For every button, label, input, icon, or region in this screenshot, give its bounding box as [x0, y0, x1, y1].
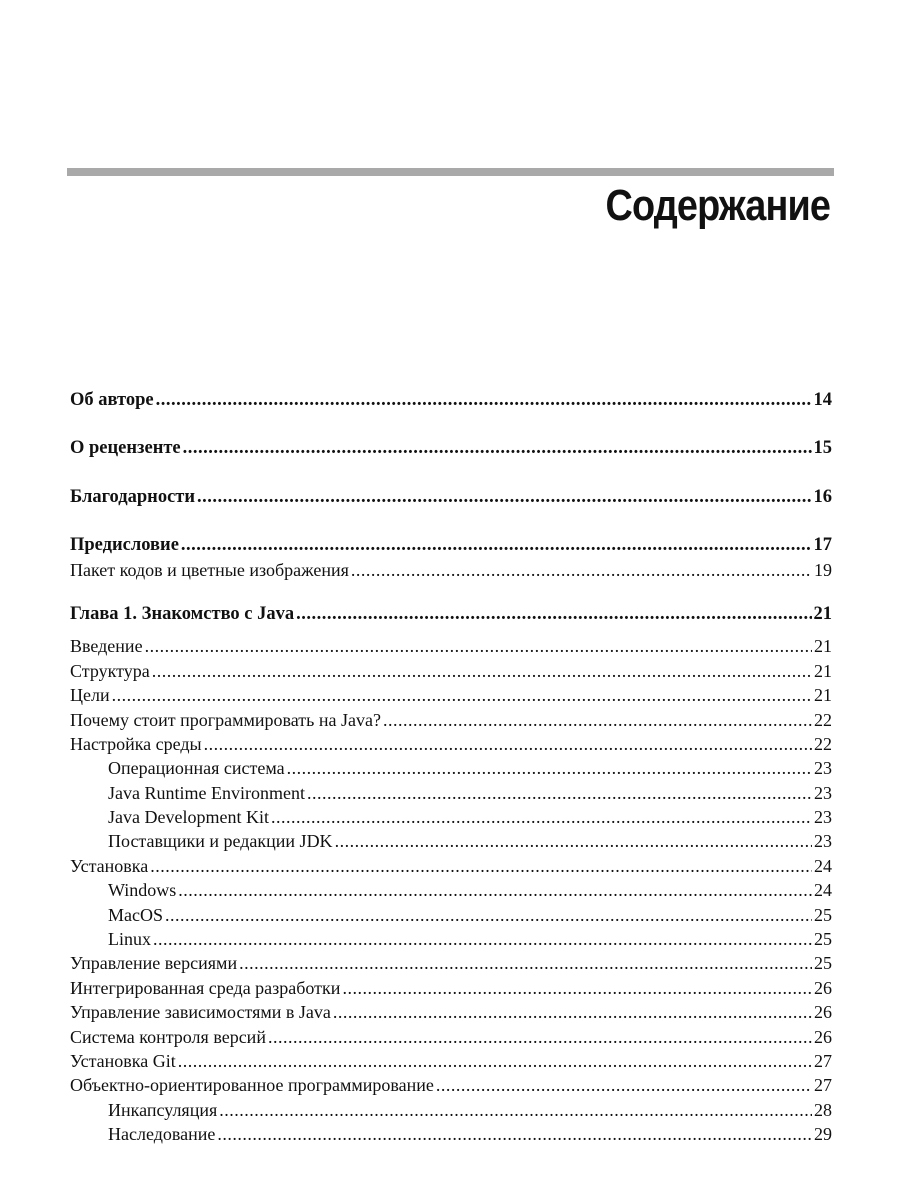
toc-entry-encapsulation[interactable] [70, 1098, 832, 1122]
dot-leader [239, 951, 812, 975]
toc-entry-page: 24 [814, 855, 832, 876]
dot-leader [152, 659, 812, 683]
toc-entry-reviewer[interactable] [70, 436, 832, 460]
page-title: Содержание [605, 181, 830, 230]
toc-entry-page: 24 [814, 880, 832, 901]
toc-entry-about-author[interactable] [70, 388, 832, 412]
toc-entry-jdk[interactable] [70, 805, 832, 829]
dot-leader [178, 1049, 812, 1073]
dot-leader [156, 388, 812, 412]
toc-entry-label: Об авторе [70, 390, 154, 410]
dot-leader [204, 732, 812, 756]
toc-entry-page: 21 [814, 685, 832, 706]
toc-entry-label: Пакет кодов и цветные изображения [70, 559, 349, 580]
dot-leader [342, 976, 812, 1000]
toc-entry-page: 21 [814, 660, 832, 681]
toc-entry-label: Управление зависимостями в Java [70, 1002, 331, 1023]
toc-entry-label: Почему стоит программировать на Java? [70, 709, 381, 730]
dot-leader [335, 829, 812, 853]
toc-entry-page: 16 [813, 486, 832, 507]
toc-entry-chapter-1[interactable] [70, 602, 832, 626]
toc-entry-installation[interactable] [70, 854, 832, 878]
toc-entry-page: 23 [814, 782, 832, 803]
toc-entry-label: О рецензенте [70, 438, 181, 459]
dot-leader [333, 1000, 812, 1024]
toc-entry-label: Предисловие [70, 535, 179, 556]
toc-entry-jre[interactable] [70, 781, 832, 805]
toc-entry-page: 14 [813, 390, 832, 410]
toc-entry-label: Система контроля версий [70, 1026, 266, 1047]
toc-entry-label: Цели [70, 685, 110, 706]
toc-entry-macos[interactable] [70, 903, 832, 927]
toc-entry-label: Инкапсуляция [108, 1099, 218, 1120]
toc-entry-linux[interactable] [70, 927, 832, 951]
toc-entry-page: 21 [813, 603, 832, 624]
toc-entry-goals[interactable] [70, 683, 832, 707]
dot-leader [307, 781, 812, 805]
dot-leader [145, 634, 812, 658]
dot-leader [271, 805, 812, 829]
toc-entry-label: Введение [70, 636, 143, 657]
table-of-contents [70, 388, 832, 1147]
toc-entry-page: 28 [814, 1099, 832, 1120]
toc-entry-introduction[interactable] [70, 634, 832, 658]
toc-entry-label: Объектно-ориентированное программирование [70, 1075, 434, 1096]
toc-entry-vcs[interactable] [70, 1025, 832, 1049]
toc-entry-page: 26 [814, 1026, 832, 1047]
dot-leader [296, 602, 811, 626]
header-rule [67, 168, 834, 176]
dot-leader [165, 903, 812, 927]
dot-leader [183, 436, 812, 460]
toc-entry-page: 29 [814, 1124, 832, 1145]
toc-entry-label: Linux [108, 929, 151, 950]
toc-entry-label: MacOS [108, 904, 163, 925]
toc-entry-label: Windows [108, 880, 177, 901]
toc-entry-jdk-vendors[interactable] [70, 829, 832, 853]
toc-entry-preface[interactable] [70, 533, 832, 557]
toc-entry-version-management[interactable] [70, 951, 832, 975]
toc-entry-inheritance[interactable] [70, 1122, 832, 1146]
toc-entry-label: Установка Git [70, 1050, 176, 1071]
toc-entry-environment-setup[interactable] [70, 732, 832, 756]
dot-leader [383, 708, 812, 732]
dot-leader [197, 485, 811, 509]
toc-entry-page: 22 [814, 733, 832, 754]
dot-leader [219, 1098, 812, 1122]
toc-entry-page: 27 [814, 1050, 832, 1071]
dot-leader [178, 878, 812, 902]
toc-entry-label: Наследование [108, 1124, 216, 1145]
toc-entry-page: 26 [814, 977, 832, 998]
toc-entry-label: Java Development Kit [108, 807, 269, 828]
dot-leader [150, 854, 812, 878]
dot-leader [436, 1073, 812, 1097]
toc-entry-dependency-management[interactable] [70, 1000, 832, 1024]
toc-entry-page: 17 [813, 535, 832, 556]
toc-entry-page: 26 [814, 1002, 832, 1023]
toc-entry-page: 27 [814, 1075, 832, 1096]
toc-entry-page: 25 [814, 929, 832, 950]
toc-entry-acknowledgements[interactable] [70, 485, 832, 509]
dot-leader [287, 756, 812, 780]
toc-entry-label: Глава 1. Знакомство с Java [70, 603, 295, 624]
toc-entry-page: 23 [814, 758, 832, 779]
toc-entry-label: Структура [70, 660, 150, 681]
toc-entry-code-bundle[interactable] [70, 558, 832, 582]
dot-leader [217, 1122, 812, 1146]
toc-entry-oop[interactable] [70, 1073, 832, 1097]
toc-entry-page: 23 [814, 807, 832, 828]
dot-leader [112, 683, 812, 707]
dot-leader [181, 533, 812, 557]
toc-entry-label: Java Runtime Environment [108, 782, 305, 803]
toc-entry-page: 15 [813, 438, 832, 459]
toc-entry-git-install[interactable] [70, 1049, 832, 1073]
toc-entry-operating-system[interactable] [70, 756, 832, 780]
toc-entry-ide[interactable] [70, 976, 832, 1000]
toc-entry-why-java[interactable] [70, 708, 832, 732]
toc-entry-page: 23 [814, 831, 832, 852]
toc-entry-label: Операционная система [108, 758, 285, 779]
toc-entry-page: 19 [814, 559, 832, 580]
toc-entry-page: 22 [814, 709, 832, 730]
toc-entry-label: Установка [70, 855, 149, 876]
dot-leader [153, 927, 812, 951]
toc-entry-page: 25 [814, 904, 832, 925]
toc-entry-label: Настройка среды [70, 733, 202, 754]
toc-entry-structure[interactable] [70, 659, 832, 683]
toc-entry-label: Благодарности [70, 486, 196, 507]
toc-entry-label: Поставщики и редакции JDK [108, 831, 333, 852]
dot-leader [351, 558, 812, 582]
toc-entry-page: 25 [814, 953, 832, 974]
toc-entry-label: Интегрированная среда разработки [70, 977, 341, 998]
toc-entry-windows[interactable] [70, 878, 832, 902]
dot-leader [268, 1025, 812, 1049]
toc-entry-page: 21 [814, 636, 832, 657]
toc-entry-label: Управление версиями [70, 953, 238, 974]
